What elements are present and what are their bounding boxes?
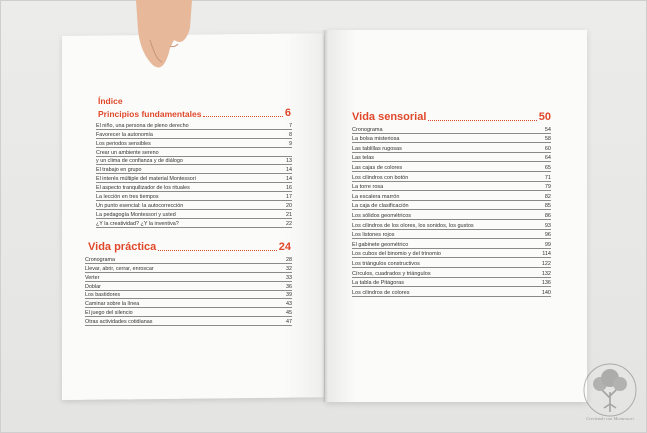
toc-entry-page: 86 — [544, 212, 551, 219]
toc-entry-text: Los sólidos geométricos — [352, 212, 412, 219]
toc-entry-page: 8 — [289, 131, 292, 138]
toc-entry-page: 21 — [286, 211, 292, 218]
toc-entry — [352, 162, 551, 172]
toc-entry-page: 28 — [286, 256, 292, 263]
toc-entry-text: Caminar sobre la línea — [85, 301, 140, 308]
toc-entry — [352, 153, 551, 163]
toc-entry-text: La pedagogía Montessori y usted — [96, 211, 176, 218]
toc-entry-page: 16 — [286, 185, 292, 192]
toc-entry-page: 96 — [544, 232, 551, 239]
toc-entry — [352, 278, 551, 288]
section-page: 6 — [284, 107, 291, 119]
toc-entry — [352, 268, 551, 278]
toc-entry-text: Cronograma — [85, 256, 115, 263]
toc-entry-text: Los cubos del binomio y del trinomio — [352, 251, 441, 258]
toc-entry — [96, 210, 292, 219]
toc-entry-page: 43 — [286, 301, 292, 308]
toc-entry-text: El juego del silencio — [85, 310, 133, 317]
hand-image — [130, 0, 204, 72]
section-leader-dots — [203, 116, 282, 117]
section-page: 50 — [538, 111, 551, 123]
toc-entry — [352, 210, 551, 220]
toc-entry-page: 60 — [544, 145, 551, 152]
toc-entry-text: Crear un ambiente sereno — [96, 149, 159, 156]
toc-entry-page: 71 — [544, 174, 551, 181]
toc-entry — [85, 308, 292, 317]
toc-entry — [96, 201, 292, 210]
toc-entry — [96, 148, 292, 157]
toc-entry-text: Los periodos sensibles — [96, 140, 151, 147]
toc-entry — [352, 258, 551, 268]
toc-entry — [96, 219, 292, 228]
toc-entry-text: El trabajo en grupo — [96, 167, 142, 174]
section-leader-dots — [158, 250, 276, 251]
toc-entry — [96, 121, 292, 130]
book-gutter — [322, 30, 328, 402]
toc-entry-page: 20 — [286, 202, 292, 209]
toc-entry-page: 99 — [544, 241, 551, 248]
toc-entry-text: Las tablillas rugosas — [352, 145, 402, 152]
toc-entry — [96, 183, 292, 192]
toc-entry — [352, 182, 551, 192]
toc-entry-text: Los bastidores — [85, 292, 121, 299]
toc-entry-text: Llevar, abrir, cerrar, enroscar — [85, 265, 154, 272]
toc-entry-page: 64 — [544, 155, 551, 162]
toc-entry-text: Las telas — [352, 155, 375, 162]
toc-entry-page: 93 — [544, 222, 551, 229]
toc-entry-page: 79 — [544, 184, 551, 191]
toc-entry — [96, 165, 292, 174]
toc-entry — [352, 220, 551, 230]
toc-entry — [352, 239, 551, 249]
toc-entry-text: Otras actividades cotidianas — [85, 319, 153, 326]
svg-text:Creciendo con Montessori: Creciendo con Montessori — [586, 416, 634, 421]
toc-entry-text: El aspecto tranquilizador de los rituales — [96, 185, 190, 192]
toc-entry — [96, 130, 292, 139]
toc-entry-text: Los cilindros de los olores, los sonidos, los gustos — [352, 222, 474, 229]
toc-entry-text: y un clima de confianza y de diálogo — [96, 158, 183, 165]
toc-entry — [96, 192, 292, 201]
toc-entry-text: La tabla de Pitágoras — [352, 280, 404, 287]
toc-entry-text: La escalera marrón — [352, 193, 400, 200]
toc-entry-page: 14 — [286, 167, 292, 174]
toc-entry-text: Un punto esencial: la autocorrección — [96, 202, 184, 209]
toc-entry-text: La torre rosa — [352, 184, 384, 191]
toc-entry-page: 58 — [544, 136, 551, 143]
toc-entry — [352, 172, 551, 182]
toc-entry-page: 36 — [286, 283, 292, 290]
toc-entry — [96, 174, 292, 183]
toc-entry-text: El niño, una persona de pleno derecho — [96, 122, 189, 129]
toc-entry — [352, 230, 551, 240]
toc-entry-text: Favorecer la autonomía — [96, 131, 153, 138]
toc-entry-text: El interés múltiple del material Montessori — [96, 176, 196, 183]
toc-entry-page: 13 — [286, 158, 292, 165]
section-heading-vida-practica — [88, 241, 291, 253]
toc-entry-page: 114 — [542, 251, 551, 258]
toc-entry — [85, 317, 292, 326]
section-heading-vida-sensorial — [352, 111, 551, 123]
toc-entry-page: 82 — [544, 193, 551, 200]
section-title: Vida práctica — [88, 241, 157, 253]
section-title: Vida sensorial — [352, 111, 427, 123]
section-page: 24 — [278, 241, 291, 253]
toc-entry-text: ¿Y la creatividad? ¿Y la inventiva? — [96, 220, 179, 227]
toc-entry-text: La bolsa misteriosa — [352, 136, 400, 143]
toc-entry-text: Los triángulos constructivos — [352, 260, 420, 267]
toc-entry — [85, 264, 292, 273]
toc-entry-page: 14 — [286, 176, 292, 183]
toc-entry — [352, 124, 551, 134]
toc-list-vida-sensorial — [352, 124, 551, 297]
toc-list-principios — [96, 121, 292, 228]
toc-entry — [352, 143, 551, 153]
toc-entry-page: 17 — [286, 194, 292, 201]
toc-entry — [85, 299, 292, 308]
toc-entry-text: Los cilindros de colores — [352, 289, 410, 296]
toc-entry-text: Círculos, cuadrados y triángulos — [352, 270, 431, 277]
toc-entry-text: El gabinete geométrico — [352, 241, 409, 248]
toc-entry — [352, 249, 551, 259]
toc-entry — [352, 134, 551, 144]
toc-entry-page: 122 — [541, 260, 551, 267]
toc-entry — [96, 139, 292, 148]
section-leader-dots — [428, 120, 536, 121]
toc-entry-text: La caja de clasificación — [352, 203, 409, 210]
toc-entry-text: Cronograma — [352, 126, 383, 133]
toc-entry — [352, 287, 551, 297]
toc-entry-page: 47 — [286, 319, 292, 326]
toc-entry — [352, 201, 551, 211]
toc-entry-text: Los cilindros con botón — [352, 174, 409, 181]
toc-entry-page: 39 — [286, 292, 292, 299]
toc-entry-page: 65 — [544, 164, 551, 171]
toc-entry — [85, 282, 292, 291]
toc-entry-page: 22 — [286, 220, 292, 227]
toc-entry-page: 54 — [544, 126, 551, 133]
toc-entry — [85, 273, 292, 282]
toc-entry-text: Verter — [85, 274, 100, 281]
toc-entry-page: 85 — [544, 203, 551, 210]
toc-entry-page: 136 — [541, 280, 551, 287]
toc-entry — [352, 191, 551, 201]
tree-watermark-logo — [580, 360, 640, 424]
toc-entry — [96, 157, 292, 166]
index-title: Índice — [98, 96, 123, 106]
toc-entry-text: Los listones rojos — [352, 232, 395, 239]
toc-entry-page: 32 — [286, 265, 292, 272]
toc-entry-page: 33 — [286, 274, 292, 281]
toc-entry-page: 45 — [286, 310, 292, 317]
toc-entry-page: 9 — [289, 140, 292, 147]
toc-entry — [85, 255, 292, 264]
section-heading-principios — [98, 107, 291, 119]
toc-entry — [85, 291, 292, 300]
section-title: Principios fundamentales — [98, 109, 202, 119]
toc-entry-text: Doblar — [85, 283, 101, 290]
toc-entry-text: Las cajas de colores — [352, 164, 403, 171]
toc-entry-page: 140 — [541, 289, 551, 296]
toc-entry-page: 7 — [289, 122, 292, 129]
toc-entry-text: La lección en tres tiempos — [96, 194, 159, 201]
toc-entry-page: 132 — [541, 270, 551, 277]
toc-list-vida-practica — [85, 255, 292, 326]
